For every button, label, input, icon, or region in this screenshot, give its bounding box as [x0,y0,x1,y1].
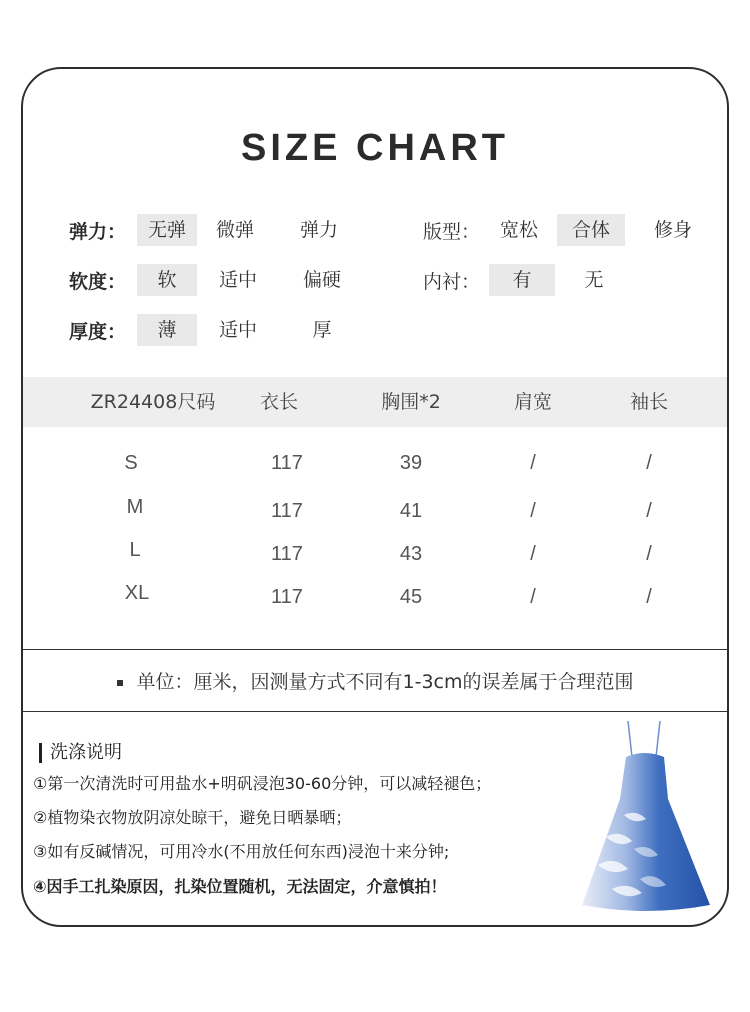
cell-shoulder: / [530,452,536,474]
thickness-option-thin: 薄 [137,314,197,346]
fit-label: 版型： [423,221,481,243]
elasticity-option-elastic: 弹力 [299,219,338,241]
elasticity-option-slight: 微弹 [215,219,254,241]
tie-dye-dress-image [576,719,716,915]
size-chart-card [21,67,729,927]
cell-sleeve: / [646,586,652,608]
cell-chest: 41 [399,500,423,522]
header-shoulder: 肩宽 [513,391,552,413]
cell-sleeve: / [646,543,652,565]
cell-chest: 43 [399,543,423,565]
cell-length: 117 [271,500,303,522]
bullet-icon [117,680,123,686]
cell-shoulder: / [530,500,536,522]
washing-title-text: 洗涤说明 [50,742,122,763]
cell-shoulder: / [530,543,536,565]
fit-option-slim: 修身 [653,219,692,241]
washing-instruction: ②植物染衣物放阴凉处晾干，避免日晒暴晒； [33,808,352,827]
header-chest: 胸围*2 [381,391,441,413]
fit-option-regular: 合体 [557,214,625,246]
cell-length: 117 [271,452,303,474]
cell-sleeve: / [646,500,652,522]
cell-size: L [129,539,141,561]
divider [23,649,727,650]
washing-instruction-warning: ④因手工扎染原因，扎染位置随机，无法固定，介意慎拍！ [33,877,447,896]
unit-note [23,667,727,694]
softness-option-soft: 软 [137,264,197,296]
washing-instruction: ①第一次清洗时可用盐水+明矾浸泡30-60分钟，可以减轻褪色； [33,774,492,793]
elasticity-label: 弹力： [69,221,127,243]
cell-sleeve: / [646,452,652,474]
cell-length: 117 [271,586,303,608]
lining-option-no: 无 [584,269,604,291]
cell-size: M [126,496,144,518]
title-bar [39,743,42,763]
cell-length: 117 [271,543,303,565]
cell-shoulder: / [530,586,536,608]
lining-label: 内衬： [423,271,481,293]
header-sleeve: 袖长 [629,391,668,413]
cell-chest: 39 [399,452,423,474]
size-table-header [23,377,727,427]
softness-option-hard: 偏硬 [302,269,341,291]
page-title: SIZE CHART [241,127,509,169]
divider [23,711,727,712]
washing-instruction: ③如有反碱情况，可用冷水(不用放任何东西)浸泡十来分钟; [33,842,450,861]
cell-chest: 45 [399,586,423,608]
thickness-option-medium: 适中 [218,319,257,341]
elasticity-option-none: 无弹 [137,214,197,246]
washing-title [39,738,122,764]
header-length: 衣长 [259,391,298,413]
lining-option-yes: 有 [489,264,555,296]
thickness-label: 厚度： [69,321,127,343]
softness-option-medium: 适中 [218,269,257,291]
softness-label: 软度： [69,271,127,293]
cell-size: S [124,452,138,474]
unit-note-text: 单位：厘米，因测量方式不同有1-3cm的误差属于合理范围 [136,671,634,693]
header-size: ZR24408尺码 [90,391,216,413]
fit-option-loose: 宽松 [499,219,538,241]
thickness-option-thick: 厚 [312,319,332,341]
cell-size: XL [124,582,150,604]
